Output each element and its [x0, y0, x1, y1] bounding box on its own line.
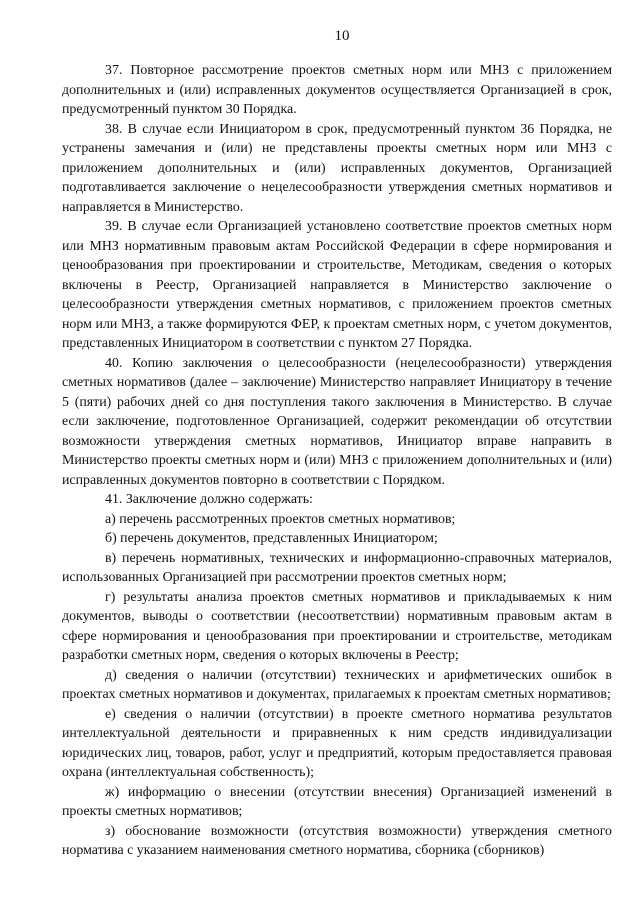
list-item-e: е) сведения о наличии (отсутствии) в проекте сметного норматива результатов интеллектуальной деятельности и приравненных к ним средств индивидуализации юридических лиц, товаров, работ, услуг и предприятий, которым предоставляется правовая охрана (интеллектуальная собственность); — [62, 706, 612, 780]
list-item-a: а) перечень рассмотренных проектов сметных нормативов; — [105, 511, 456, 527]
list-item-v: в) перечень нормативных, технических и информационно-справочных материалов, использованных Организацией при рассмотрении проектов сметных норм; — [62, 550, 612, 585]
paragraph-41: 41. Заключение должно содержать: — [105, 492, 313, 507]
paragraph-37: 37. Повторное рассмотрение проектов сметных норм или МНЗ с приложением дополнительных и (или) исправленных документов осуществляется Организацией в срок, предусмотренный пунктом 30 Порядка. — [62, 63, 612, 117]
list-item-z: з) обоснование возможности (отсутствия возможности) утверждения сметного норматива с указанием наименования сметного норматива, сборника (сборников) — [62, 823, 612, 858]
paragraph-40: 40. Копию заключения о целесообразности (нецелесообразности) утверждения сметных нормативов (далее – заключение) Министерство направляет Инициатору в течение 5 (пяти) рабочих дней со дня поступления такого заключения в Министерство. В случае если заключение, подготовленное Организацией, содержит рекомендации об отсутствии возможности утверждения сметных нормативов, Инициатор вправе направить в Министерство проекты сметных норм и (или) МНЗ с приложением дополнительных и (или) исправленных документов повторно в соответствии с Порядком. — [62, 355, 612, 488]
list-item-g: г) результаты анализа проектов сметных нормативов и прикладываемых к ним документов, выводы о соответствии (несоответствии) нормативным правовым актам в сфере нормирования и ценообразования при проектировании и строительстве, методикам разработки сметных норм, сведения о которых включены в Реестр; — [62, 589, 612, 663]
list-item-zh: ж) информацию о внесении (отсутствии внесения) Организацией изменений в проекты сметных нормативов; — [62, 784, 612, 819]
list-item-b: б) перечень документов, представленных Инициатором; — [105, 531, 438, 546]
page-number: 10 — [334, 28, 350, 44]
paragraph-38: 38. В случае если Инициатором в срок, предусмотренный пунктом 36 Порядка, не устранены замечания и (или) не представлены проекты сметных норм или МНЗ с приложением дополнительных и (или) исправленных документов, Организацией подготавливается заключение о нецелесообразности утверждения сметных нормативов и направляется в Министерство. — [62, 121, 612, 215]
list-item-d: д) сведения о наличии (отсутствии) технических и арифметических ошибок в проектах сметных нормативов и документах, прилагаемых к проектам сметных нормативов; — [62, 667, 612, 702]
paragraph-39: 39. В случае если Организацией установлено соответствие проектов сметных норм или МНЗ нормативным правовым актам Российской Федерации в сфере нормирования и ценообразования при проектировании и строительстве, Методикам, сведения о которых включены в Реестр, Организацией направляется в Министерство заключение о целесообразности утверждения сметных нормативов, с приложением проектов сметных норм или МНЗ, а также формируются ФЕР, к проектам сметных норм, с учетом документов, представленных Инициатором в соответствии с пунктом 27 Порядка. — [62, 219, 612, 351]
